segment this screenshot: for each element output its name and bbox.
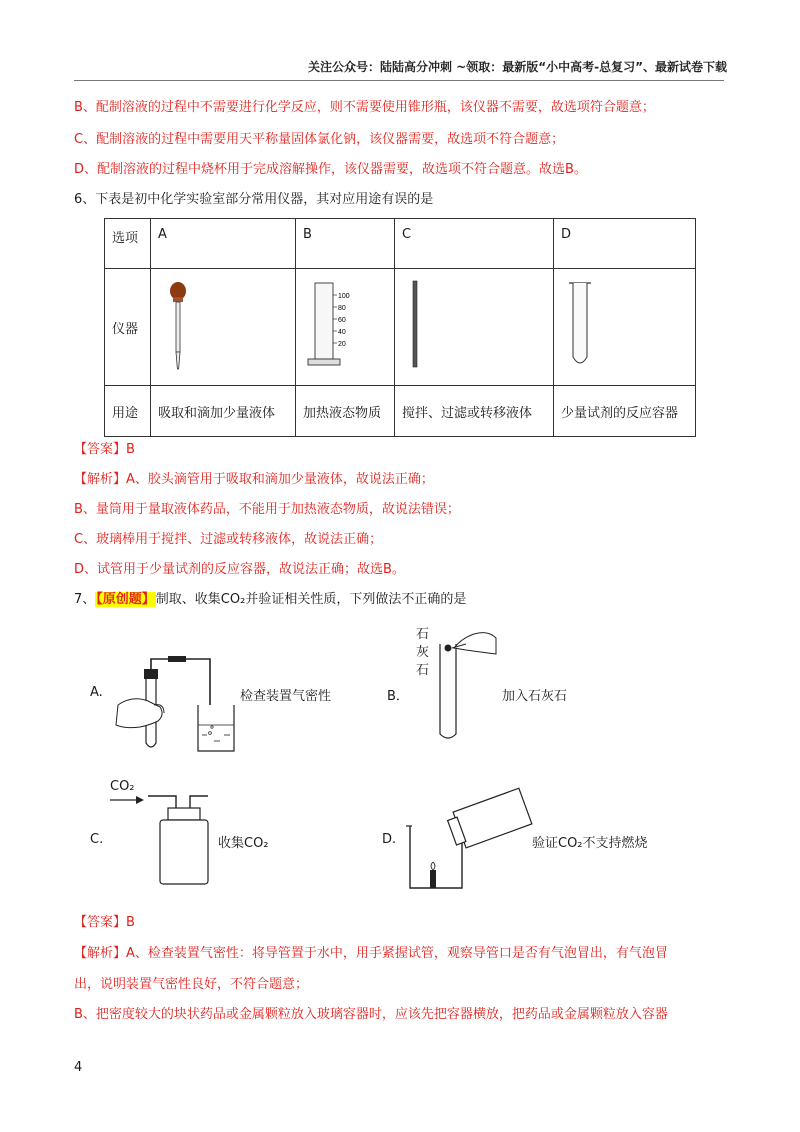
q6-analysis-c: C、玻璃棒用于搅拌、过滤或转移液体，故说法正确； xyxy=(74,532,383,547)
use-a: 吸取和滴加少量液体 xyxy=(151,386,296,437)
q7-option-a-text: 检查装置气密性 xyxy=(240,689,332,704)
gas-collection-bottle-icon xyxy=(108,790,218,890)
q7-stem-text: 制取、收集CO₂并验证相关性质，下列做法不正确的是 xyxy=(155,592,467,607)
use-d: 少量试剂的反应容器 xyxy=(554,386,696,437)
cylinder-mark: 20 xyxy=(338,341,346,348)
q6-instrument-table xyxy=(104,218,696,437)
cylinder-mark: 40 xyxy=(338,329,346,336)
use-c: 搅拌、过滤或转移液体 xyxy=(395,386,554,437)
analysis-text: A、检查装置气密性：将导管置于水中，用手紧握试管，观察导管口是否有气泡冒出，有气泡冒 xyxy=(126,946,668,961)
q6-analysis-b: B、量筒用于量取液体药品，不能用于加热液态物质，故说法错误； xyxy=(74,502,460,517)
row-header-option: 选项 xyxy=(105,219,151,269)
q7-answer xyxy=(74,914,135,932)
candle-beaker-pouring-icon xyxy=(400,780,535,895)
q6-stem: 6、下表是初中化学实验室部分常用仪器，其对应用途有误的是 xyxy=(74,192,434,207)
q7-analysis-a-line1 xyxy=(74,945,668,963)
q7-stem xyxy=(74,591,466,609)
q7-option-d-label: D. xyxy=(382,832,397,847)
instrument-b xyxy=(296,269,395,386)
row-header-instrument: 仪器 xyxy=(105,269,151,386)
q5-analysis-b: B、配制溶液的过程中不需要进行化学反应，则不需要使用锥形瓶，该仪器不需要，故选项符合题意； xyxy=(74,100,655,115)
q7-number: 7、 xyxy=(74,592,96,607)
instrument-c xyxy=(395,269,554,386)
dropper-icon xyxy=(158,277,198,373)
glass-rod-icon xyxy=(402,277,432,373)
limestone-char: 石 xyxy=(416,663,430,678)
option-label-c: C xyxy=(395,219,554,269)
cylinder-mark: 60 xyxy=(338,317,346,324)
cylinder-mark: 80 xyxy=(338,305,346,312)
q7-option-b-label: B． xyxy=(387,689,409,704)
answer-value: B xyxy=(126,442,135,457)
row-header-use: 用途 xyxy=(105,386,151,437)
limestone-char: 灰 xyxy=(416,645,430,660)
page-number: 4 xyxy=(74,1060,83,1075)
option-label-b: B xyxy=(296,219,395,269)
page-header: 关注公众号：陆陆高分冲刺 ~领取：最新版“小中高考-总复习”、最新试卷下载 xyxy=(308,60,727,74)
analysis-label: 【解析】 xyxy=(74,472,127,487)
cylinder-mark: 100 xyxy=(338,293,350,300)
q7-option-c-text: 收集CO₂ xyxy=(218,836,269,851)
test-tube-icon xyxy=(561,277,601,373)
header-divider xyxy=(74,80,724,81)
instrument-a xyxy=(151,269,296,386)
q7-original-tag: 【原创题】 xyxy=(96,592,155,607)
co2-arrow-label: CO₂ xyxy=(110,779,135,794)
answer-label: 【答案】 xyxy=(74,442,127,457)
analysis-label: 【解析】 xyxy=(74,946,127,961)
analysis-text: A、胶头滴管用于吸取和滴加少量液体，故说法正确； xyxy=(126,472,434,487)
option-label-d: D xyxy=(554,219,696,269)
answer-value: B xyxy=(126,915,135,930)
limestone-char: 石 xyxy=(416,627,430,642)
q7-option-d-text: 验证CO₂不支持燃烧 xyxy=(532,836,648,851)
q6-analysis-d: D、试管用于少量试剂的反应容器，故说法正确；故选B。 xyxy=(74,562,405,577)
use-b: 加热液态物质 xyxy=(296,386,395,437)
q7-analysis-b: B、把密度较大的块状药品或金属颗粒放入玻璃容器时，应该先把容器横放，把药品或金属颗粒放入容器 xyxy=(74,1007,668,1022)
answer-label: 【答案】 xyxy=(74,915,127,930)
q5-analysis-c: C、配制溶液的过程中需要用天平称量固体氯化钠，该仪器需要，故选项不符合题意； xyxy=(74,132,565,147)
option-label-a: A xyxy=(151,219,296,269)
q7-option-a-label: A. xyxy=(90,685,103,700)
q7-analysis-a-line2: 出，说明装置气密性良好，不符合题意； xyxy=(74,977,309,992)
q6-analysis-a xyxy=(74,471,434,489)
q5-analysis-d: D、配制溶液的过程中烧杯用于完成溶解操作，该仪器需要，故选项不符合题意。故选B。 xyxy=(74,162,587,177)
q7-option-c-label: C. xyxy=(90,832,104,847)
q7-option-b-text: 加入石灰石 xyxy=(502,689,568,704)
q6-answer xyxy=(74,441,135,459)
instrument-d xyxy=(554,269,696,386)
graduated-cylinder-icon xyxy=(303,277,363,373)
airtightness-check-apparatus-icon xyxy=(110,655,245,755)
limestone-into-tube-icon xyxy=(430,624,505,744)
